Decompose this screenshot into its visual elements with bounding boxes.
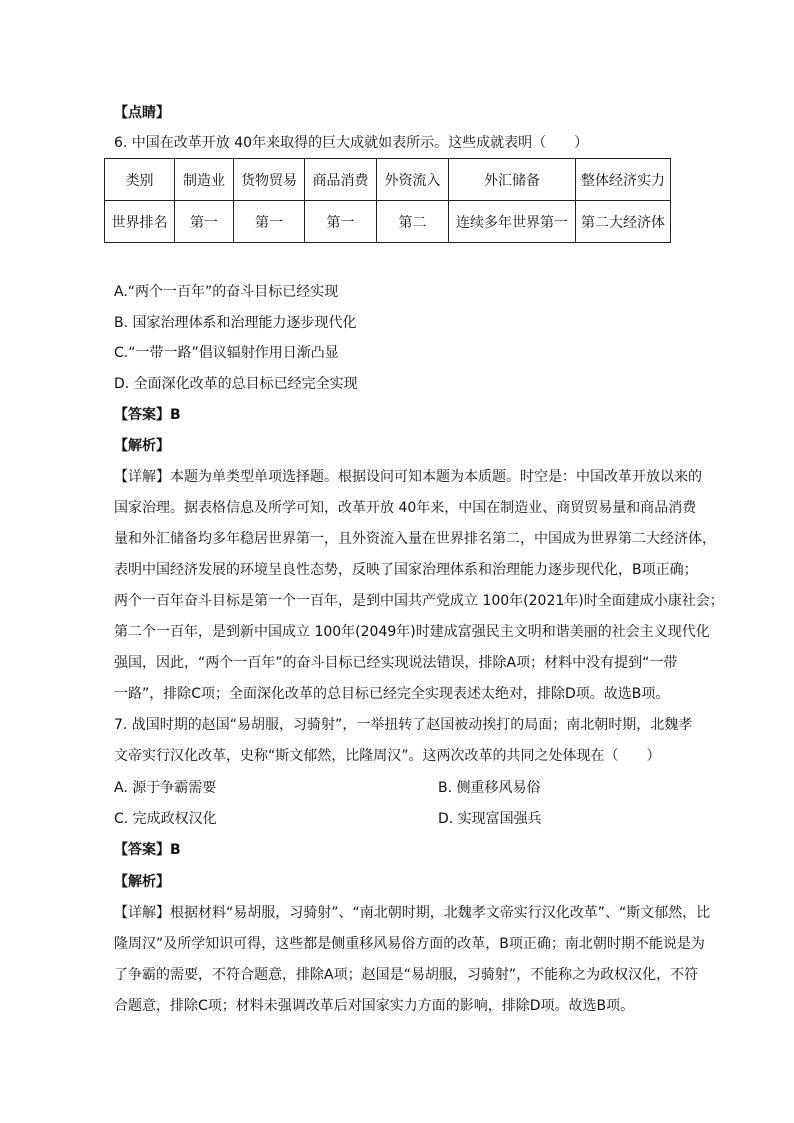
table-cell: 连续多年世界第一 (449, 201, 576, 243)
table-cell: 第二 (377, 201, 449, 243)
table-row (105, 201, 671, 243)
q6-detail-line: 国家治理。据表格信息及所学可知，改革开放 40年来，中国在制造业、商贸贸易量和商品消费 (114, 500, 697, 516)
q7-detail-line: 【详解】根据材料“易胡服，习骑射”、“南北朝时期，北魏孝文帝实行汉化改革”、“斯文郁然，比 (114, 905, 711, 921)
table-cell: 外汇储备 (449, 159, 576, 201)
table-cell: 第一 (305, 201, 377, 243)
q6-detail-line: 【详解】本题为单类型单项选择题。根据设问可知本题为本质题。时空是：中国改革开放以来的 (114, 469, 702, 485)
q6-detail-line: 两个一百年奋斗目标是第一个一百年，是到中国共产党成立 100年(2021年)时全面建成小康社会； (114, 593, 724, 609)
q7-analysis-heading: 【解析】 (114, 874, 170, 890)
q6-achievement-table (104, 158, 671, 243)
table-cell: 第一 (234, 201, 305, 243)
q7-detail-line: 了争霸的需要，不符合题意，排除A项；赵国是“易胡服，习骑射”，不能称之为政权汉化，不符 (114, 967, 699, 983)
q6-answer: 【答案】B (114, 407, 181, 423)
q7-detail-line: 隆周汉”及所学知识可得，这些都是侧重移风易俗方面的改革，B项正确；南北朝时期不能说是为 (114, 936, 705, 952)
q6-detail-line: 表明中国经济发展的环境呈良性态势，反映了国家治理体系和治理能力逐步现代化，B项正确； (114, 562, 698, 578)
q6-option-a: A.“两个一百年”的奋斗目标已经实现 (114, 284, 339, 300)
table-header-row (105, 159, 671, 201)
table-cell: 世界排名 (105, 201, 175, 243)
q7-option-c: C. 完成政权汉化 (114, 811, 217, 827)
q6-option-d: D. 全面深化改革的总目标已经完全实现 (114, 376, 358, 392)
q7-option-b: B. 侧重移风易俗 (438, 780, 541, 796)
table-cell: 整体经济实力 (576, 159, 671, 201)
section-dianjing: 【点睛】 (114, 105, 170, 121)
table-cell: 第一 (175, 201, 234, 243)
q6-option-c: C.“一带一路”倡议辐射作用日渐凸显 (114, 345, 339, 361)
q6-detail-line: 一路”，排除C项；全面深化改革的总目标已经完全实现表述太绝对，排除D项。故选B项。 (114, 686, 670, 702)
q6-analysis-heading: 【解析】 (114, 438, 170, 454)
q6-detail-line: 量和外汇储备均多年稳居世界第一，且外资流入量在世界排名第二，中国成为世界第二大经济体， (114, 531, 716, 547)
table-cell: 货物贸易 (234, 159, 305, 201)
q7-detail-line: 合题意，排除C项；材料未强调改革后对国家实力方面的影响，排除D项。故选B项。 (114, 998, 635, 1014)
q7-answer: 【答案】B (114, 842, 181, 858)
q7-stem-line: 文帝实行汉化改革，史称“斯文郁然，比隆周汉”。这两次改革的共同之处体现在（ ） (114, 748, 661, 764)
q7-option-a: A. 源于争霸需要 (114, 780, 217, 796)
q6-option-b: B. 国家治理体系和治理能力逐步现代化 (114, 315, 357, 331)
table-cell: 第二大经济体 (576, 201, 671, 243)
table-cell: 制造业 (175, 159, 234, 201)
q6-detail-line: 第二个一百年，是到新中国成立 100年(2049年)时建成富强民主文明和谐美丽的社会主义现代化 (114, 624, 710, 640)
q7-option-d: D. 实现富国强兵 (438, 811, 542, 827)
table-cell: 外资流入 (377, 159, 449, 201)
table-cell: 类别 (105, 159, 175, 201)
q7-stem-line: 7. 战国时期的赵国“易胡服，习骑射”，一举扭转了赵国被动挨打的局面；南北朝时期，北魏孝 (114, 717, 693, 733)
table-cell: 商品消费 (305, 159, 377, 201)
q6-detail-line: 强国，因此，“两个一百年”的奋斗目标已经实现说法错误，排除A项；材料中没有提到“一带 (114, 655, 678, 671)
q6-stem: 6. 中国在改革开放 40年来取得的巨大成就如表所示。这些成就表明（ ） (114, 135, 589, 151)
